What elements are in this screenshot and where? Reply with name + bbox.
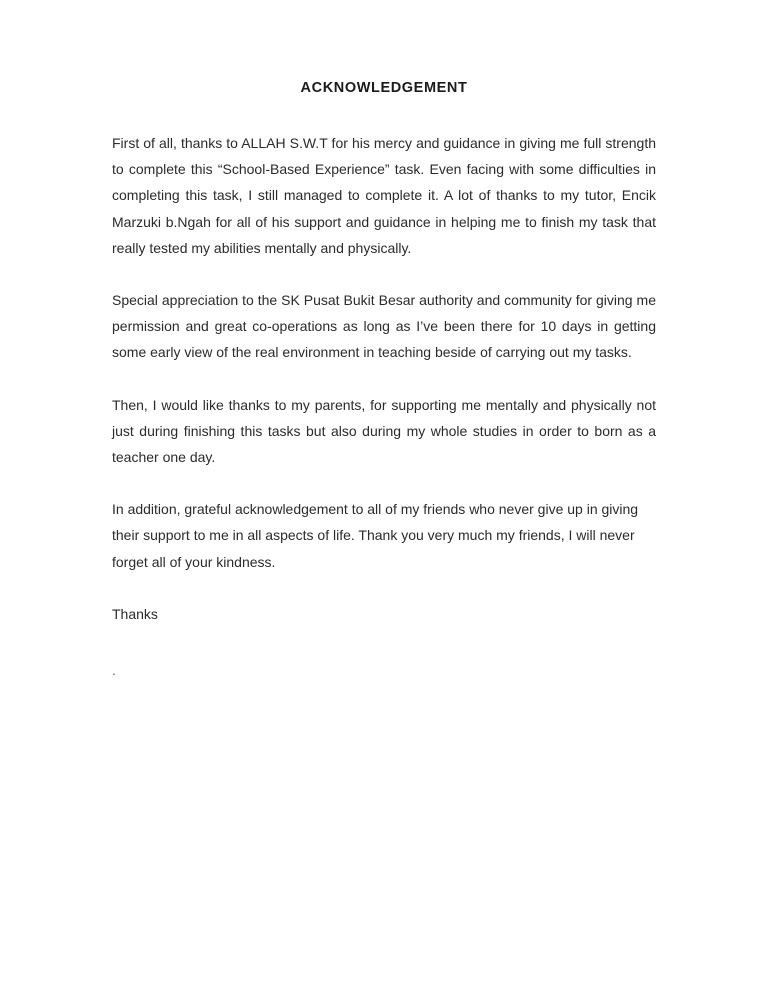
- paragraph-2: Special appreciation to the SK Pusat Bukit Besar authority and community for giving me permission and great co-operations as long as I’ve been there for 10 days in getting some early view of the real environment in teaching beside of carrying out my tasks.: [112, 292, 656, 361]
- paragraph-3: Then, I would like thanks to my parents, for supporting me mentally and physically not just during finishing this tasks but also during my whole studies in order to born as a teacher one day.: [112, 396, 656, 466]
- closing-line: Thanks: [112, 605, 158, 622]
- trailing-mark: .: [112, 662, 116, 679]
- paragraph-1: First of all, thanks to ALLAH S.W.T for his mercy and guidance in giving me full strength to complete this “School-Based Experience” task. Even facing with some difficulties in completing this task, I still managed to complete it. A lot of thanks to my tutor, Encik Marzuki b.Ngah for all of his support and guidance in helping me to finish my task that really tested my abilities mentally and physically.: [112, 135, 656, 256]
- paragraph-4: In addition, grateful acknowledgement to all of my friends who never give up in giving their support to me in all aspects of life. Thank you very much my friends, I will never forget all of your kindness.: [112, 501, 639, 570]
- page-title: ACKNOWLEDGEMENT: [300, 80, 468, 96]
- document-body: [112, 80, 656, 683]
